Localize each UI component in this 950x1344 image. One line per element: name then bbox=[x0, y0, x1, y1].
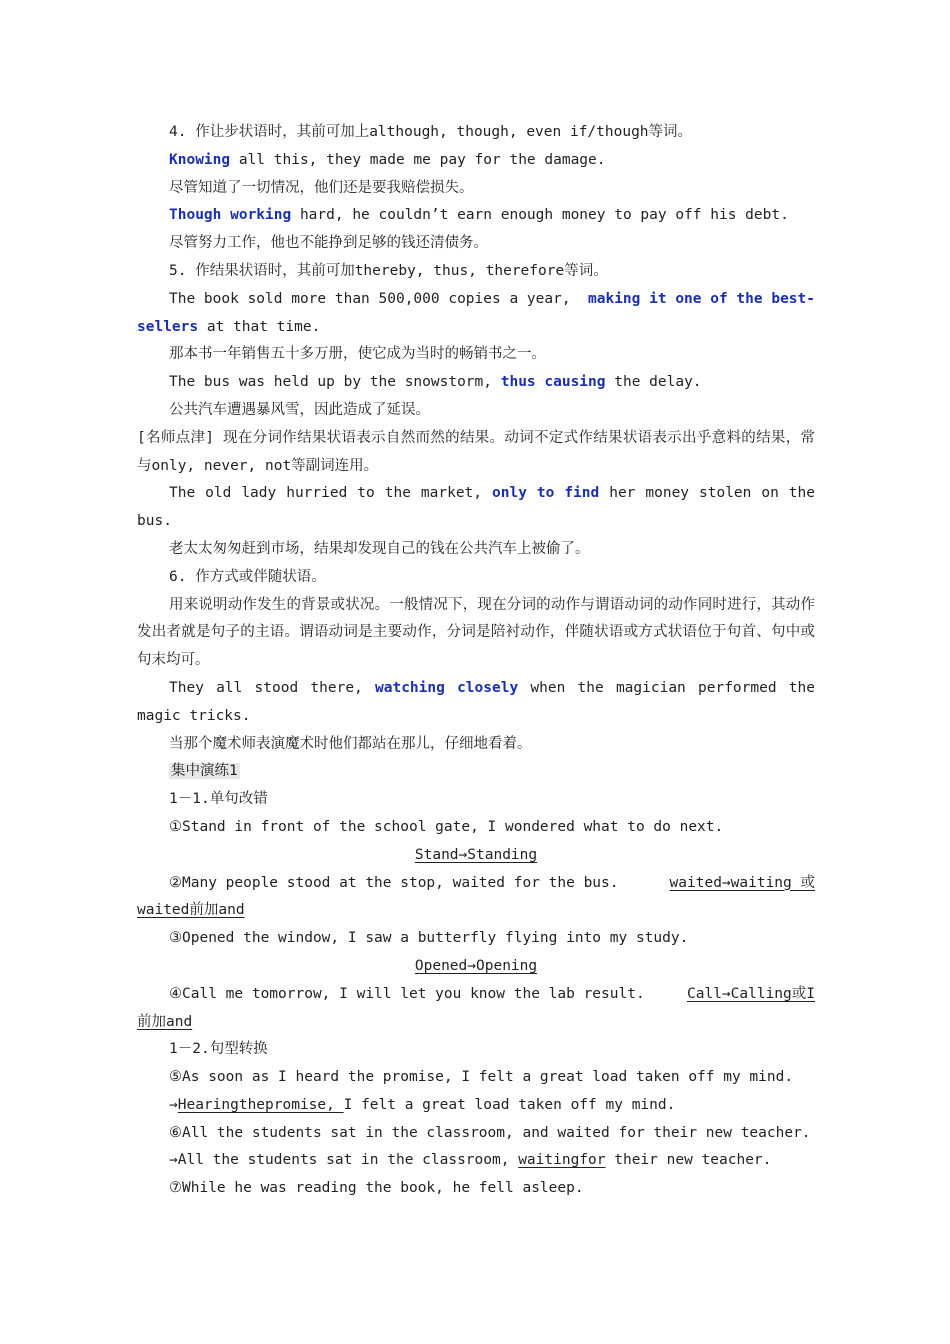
example-sentence-continued bbox=[137, 314, 815, 342]
answer-text: Stand→Standing bbox=[414, 846, 538, 863]
exercise-item bbox=[137, 870, 815, 898]
sentence-text: all this, they made me pay for the damage. bbox=[230, 151, 606, 168]
exercise-item: ⑥All the students sat in the classroom, and waited for their new teacher. bbox=[169, 1124, 811, 1141]
example-sentence bbox=[137, 202, 815, 230]
highlight-phrase: only to find bbox=[492, 485, 600, 502]
example-sentence bbox=[137, 147, 815, 175]
sentence-text: at that time. bbox=[198, 318, 321, 335]
section-5-heading: 5. 作结果状语时，其前可加thereby, thus, therefore等词。 bbox=[169, 262, 608, 279]
translation: 公共汽车遭遇暴风雪，因此造成了延误。 bbox=[169, 401, 430, 418]
sentence-text: the delay. bbox=[605, 374, 702, 391]
exercise-item: ①Stand in front of the school gate, I wondered what to do next. bbox=[169, 818, 724, 835]
sentence-text: The bus was held up by the snowstorm, bbox=[169, 374, 501, 391]
sentence-text: →All the students sat in the classroom, bbox=[169, 1152, 519, 1169]
highlight-phrase: sellers bbox=[137, 318, 199, 335]
example-sentence bbox=[137, 286, 815, 314]
exercise-heading: 1－2.句型转换 bbox=[169, 1041, 268, 1058]
exercise-item: ③Opened the window, I saw a butterfly flying into my study. bbox=[169, 930, 689, 947]
answer-text: Hearingthepromise, bbox=[177, 1096, 344, 1113]
translation: 尽管知道了一切情况，他们还是要我赔偿损失。 bbox=[169, 179, 474, 196]
section-6-heading: 6. 作方式或伴随状语。 bbox=[169, 568, 326, 585]
rewrite-line bbox=[137, 1092, 815, 1120]
translation: 那本书一年销售五十多万册，使它成为当时的畅销书之一。 bbox=[169, 346, 546, 363]
sentence-text: ④Call me tomorrow, I will let you know the lab result. bbox=[169, 985, 645, 1002]
highlight-phrase: thus causing bbox=[500, 374, 606, 391]
explanation-paragraph: 用来说明动作发生的背景或状况。一般情况下，现在分词的动作与谓语动词的动作同时进行，其动作发出者就是句子的主语。谓语动词是主要动作，分词是陪衬动作，伴随状语或方式状语位于句首、句中或句末均可。 bbox=[137, 596, 815, 669]
exercise-item: ⑤As soon as I heard the promise, I felt a great load taken off my mind. bbox=[169, 1069, 794, 1086]
sentence-text: her money stolen on the bus. bbox=[137, 485, 815, 530]
practice-heading bbox=[137, 758, 815, 786]
translation: 当那个魔术师表演魔术时他们都站在那儿，仔细地看着。 bbox=[169, 735, 532, 752]
highlight-phrase: watching closely bbox=[375, 679, 519, 696]
translation: 尽管努力工作，他也不能挣到足够的钱还清债务。 bbox=[169, 235, 488, 252]
highlight-phrase: Knowing bbox=[169, 151, 231, 168]
highlight-phrase: making it one of the best- bbox=[588, 290, 815, 307]
sentence-text: hard, he couldn’t earn enough money to pay off his debt. bbox=[291, 207, 789, 224]
teacher-tip: [名师点津] 现在分词作结果状语表示自然而然的结果。动词不定式作结果状语表示出乎意料的结果，常与only, never, not等副词连用。 bbox=[137, 429, 815, 474]
section-4-heading: 4. 作让步状语时，其前可加上although, though, even if/though等词。 bbox=[169, 124, 693, 140]
exercise-item: ⑦While he was reading the book, he fell asleep. bbox=[169, 1180, 584, 1197]
answer-line bbox=[137, 953, 815, 981]
answer-text: waitingfor bbox=[518, 1152, 606, 1169]
exercise-heading: 1－1.单句改错 bbox=[169, 791, 268, 808]
example-sentence bbox=[137, 369, 815, 397]
example-sentence bbox=[137, 675, 815, 731]
arrow-text: → bbox=[169, 1096, 178, 1113]
sentence-text: when the magician performed the magic tricks. bbox=[137, 679, 815, 724]
answer-text: Call→Calling或I bbox=[687, 985, 815, 1002]
answer-text: Opened→Opening bbox=[414, 957, 538, 974]
sentence-text: The book sold more than 500,000 copies a year, bbox=[169, 290, 571, 307]
sentence-text: The old lady hurried to the market, bbox=[169, 485, 492, 502]
answer-text: waited→waiting 或 bbox=[669, 874, 815, 891]
sentence-text: They all stood there, bbox=[169, 679, 376, 696]
exercise-item bbox=[137, 981, 815, 1009]
example-sentence bbox=[137, 480, 815, 536]
answer-continued bbox=[137, 897, 815, 925]
rewrite-line bbox=[137, 1147, 815, 1175]
sentence-text: ②Many people stood at the stop, waited for the bus. bbox=[169, 874, 619, 891]
practice-tag: 集中演练1 bbox=[171, 763, 238, 780]
document-page bbox=[137, 119, 815, 1203]
sentence-text: their new teacher. bbox=[605, 1152, 772, 1169]
answer-text: 前加and bbox=[137, 1013, 193, 1030]
answer-text: waited前加and bbox=[137, 902, 245, 919]
translation: 老太太匆匆赶到市场，结果却发现自己的钱在公共汽车上被偷了。 bbox=[169, 540, 590, 557]
answer-line bbox=[137, 842, 815, 870]
sentence-text: I felt a great load taken off my mind. bbox=[343, 1096, 676, 1113]
answer-continued bbox=[137, 1009, 815, 1037]
highlight-phrase: Though working bbox=[169, 207, 292, 224]
